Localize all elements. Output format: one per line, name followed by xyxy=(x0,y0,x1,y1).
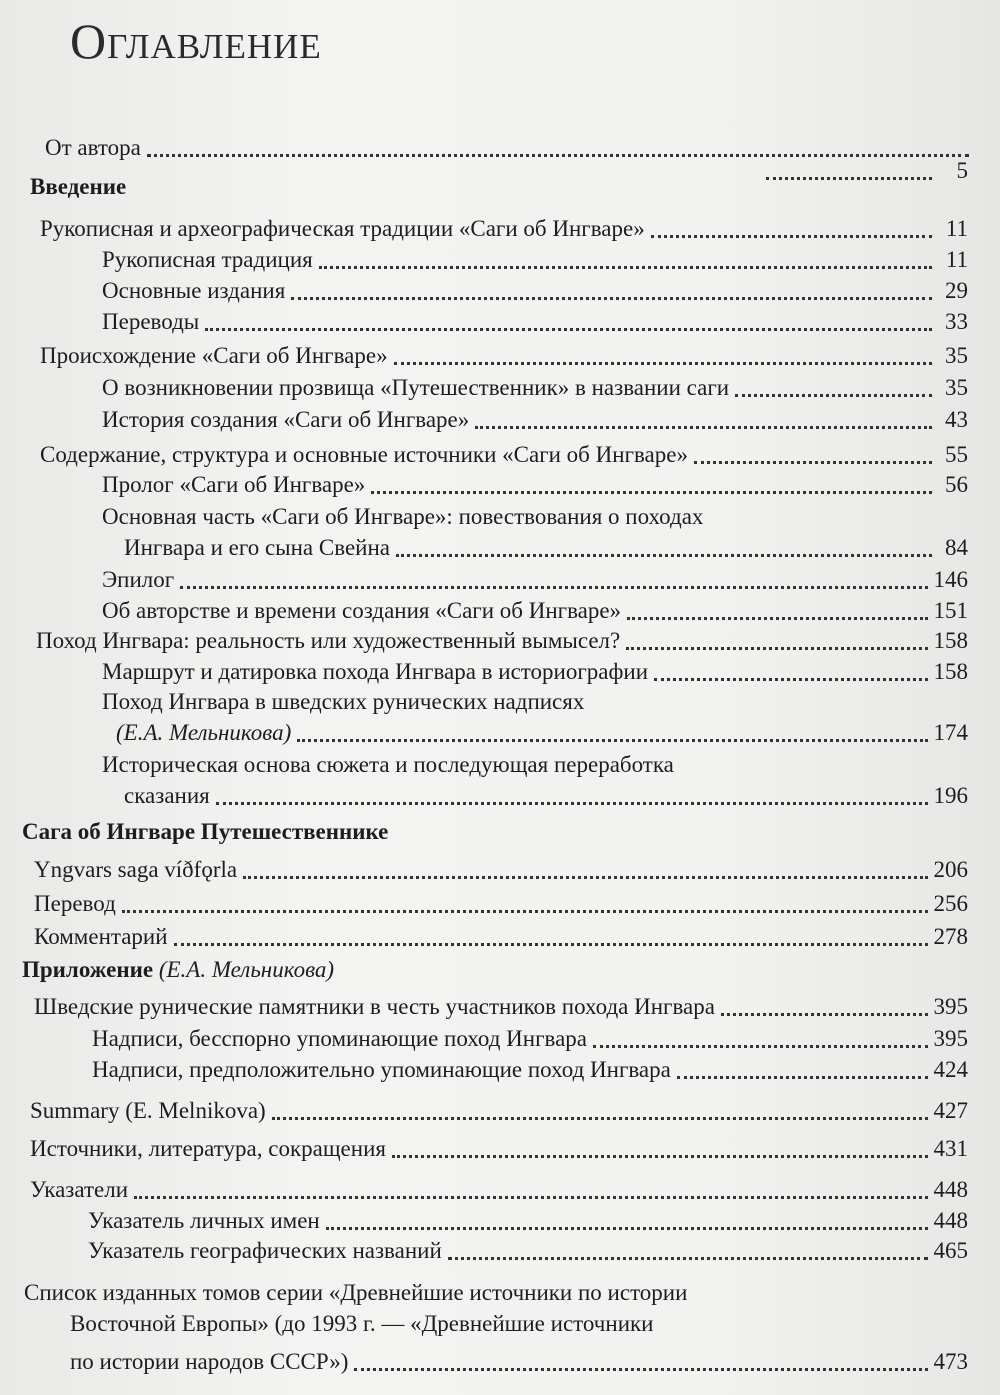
toc-entry-page: 84 xyxy=(945,535,968,560)
toc-entry-label: сказания xyxy=(124,783,210,808)
toc-entry-label: Перевод xyxy=(34,891,116,916)
toc-entry[interactable] xyxy=(92,1053,968,1085)
toc-entry[interactable] xyxy=(102,748,968,780)
toc-entry[interactable] xyxy=(34,990,968,1022)
toc-leader-dots xyxy=(122,902,928,913)
toc-entry[interactable] xyxy=(102,500,968,532)
toc-entry-label: Комментарий xyxy=(34,924,168,949)
section-heading-prilozhenie xyxy=(22,955,334,985)
toc-entry-label: О возникновении прозвища «Путешественник» в названии саги xyxy=(102,375,730,400)
toc-entry-label: Маршрут и датировка похода Ингвара в историографии xyxy=(102,659,649,684)
toc-entry-page: 11 xyxy=(945,216,968,241)
toc-entry[interactable] xyxy=(40,212,968,244)
toc-entry-page: 151 xyxy=(933,598,968,623)
toc-entry[interactable] xyxy=(102,371,968,403)
page-title: Оглавление xyxy=(70,13,322,69)
toc-entry[interactable] xyxy=(70,1307,968,1339)
toc-entry[interactable] xyxy=(88,1204,968,1236)
toc-entry-page: 424 xyxy=(933,1057,968,1082)
toc-leader-dots xyxy=(721,1005,928,1016)
toc-leader-dots xyxy=(396,546,932,557)
toc-leader-dots xyxy=(766,169,932,180)
toc-leader-dots xyxy=(448,1249,928,1260)
toc-entry-page: 427 xyxy=(933,1098,968,1123)
toc-entry-page: 473 xyxy=(933,1349,968,1374)
toc-leader-dots xyxy=(626,639,927,650)
toc-entry-page: 5 xyxy=(956,158,968,183)
section-heading-author: (Е.А. Мельникова) xyxy=(158,957,335,982)
toc-entry-page: 448 xyxy=(933,1208,968,1233)
toc-entry-page: 431 xyxy=(933,1136,968,1161)
toc-entry[interactable] xyxy=(30,1173,968,1205)
toc-entry[interactable] xyxy=(24,1276,968,1308)
toc-entry-page: 256 xyxy=(933,891,968,916)
toc-entry[interactable] xyxy=(70,1345,968,1377)
toc-leader-dots xyxy=(297,731,927,742)
toc-entry-label: Указатели xyxy=(30,1177,129,1202)
toc-leader-dots xyxy=(180,578,927,589)
toc-leader-dots xyxy=(677,1068,928,1079)
toc-leader-dots xyxy=(134,1188,927,1199)
toc-leader-dots xyxy=(216,794,928,805)
section-heading-vvedenie: Введение xyxy=(30,174,127,199)
toc-entry-label: Шведские рунические памятники в честь участников похода Ингвара xyxy=(34,994,715,1019)
toc-entry-label: Надписи, предположительно упоминающие поход Ингвара xyxy=(92,1057,671,1082)
toc-entry-page: 395 xyxy=(933,1026,968,1051)
toc-leader-dots xyxy=(291,289,932,300)
toc-entry[interactable] xyxy=(92,1022,968,1054)
toc-entry-page: 158 xyxy=(933,628,968,653)
toc-entry[interactable] xyxy=(102,274,968,306)
toc-entry-page: 35 xyxy=(945,375,968,400)
toc-leader-dots xyxy=(319,258,932,269)
toc-entry-label: От автора xyxy=(45,135,141,160)
toc-entry[interactable] xyxy=(124,531,968,563)
toc-entry-label: Об авторстве и времени создания «Саги об Ингваре» xyxy=(102,598,622,623)
toc-entry[interactable] xyxy=(40,438,968,470)
toc-leader-dots xyxy=(243,868,927,879)
toc-entry-label: Содержание, структура и основные источники «Саги об Ингваре» xyxy=(40,442,688,467)
toc-leader-dots xyxy=(475,418,932,429)
toc-leader-dots xyxy=(654,670,927,681)
toc-entry-label: Указатель географических названий xyxy=(88,1238,442,1263)
toc-entry-label: Рукописная традиция xyxy=(102,247,313,272)
toc-entry[interactable] xyxy=(102,563,968,595)
toc-entry-label: Восточной Европы» (до 1993 г. — «Древнейшие источники xyxy=(70,1311,654,1336)
toc-leader-dots xyxy=(394,354,932,365)
toc-entry-label: Переводы xyxy=(102,309,200,334)
toc-entry-page: 206 xyxy=(933,857,968,882)
toc-entry-page: 395 xyxy=(933,994,968,1019)
toc-entry-page: 174 xyxy=(933,720,968,745)
toc-entry-page: 278 xyxy=(933,924,968,949)
toc-entry[interactable] xyxy=(40,339,968,371)
toc-entry[interactable] xyxy=(102,305,968,337)
toc-entry-label: Пролог «Саги об Ингваре» xyxy=(102,472,366,497)
toc-entry-label: (Е.А. Мельникова) xyxy=(116,720,292,745)
toc-entry-page: 56 xyxy=(945,472,968,497)
toc-entry-page: 196 xyxy=(933,783,968,808)
toc-entry-page: 33 xyxy=(945,309,968,334)
toc-leader-dots xyxy=(272,1109,928,1120)
section-heading-label: Приложение xyxy=(22,957,154,982)
toc-entry[interactable] xyxy=(30,1094,968,1126)
toc-entry-label: Поход Ингвара в шведских рунических надписях xyxy=(102,689,585,714)
toc-entry-label: Происхождение «Саги об Ингваре» xyxy=(40,343,388,368)
toc-entry-page: 29 xyxy=(945,278,968,303)
toc-entry[interactable] xyxy=(116,716,968,748)
toc-leader-dots xyxy=(326,1219,928,1230)
toc-entry-page: 146 xyxy=(933,567,968,592)
toc-leader-dots xyxy=(392,1147,928,1158)
toc-entry[interactable] xyxy=(88,1234,968,1266)
toc-entry-label: Эпилог xyxy=(102,567,175,592)
toc-entry-label: Надписи, бесспорно упоминающие поход Ингвара xyxy=(92,1026,588,1051)
toc-leader-dots xyxy=(354,1360,927,1371)
toc-entry-label: Источники, литература, сокращения xyxy=(30,1136,386,1161)
toc-entry[interactable] xyxy=(102,685,968,717)
toc-entry[interactable] xyxy=(102,594,968,626)
toc-entry[interactable] xyxy=(102,655,968,687)
toc-entry-label: Указатель личных имен xyxy=(88,1208,320,1233)
toc-leader-dots xyxy=(694,453,932,464)
toc-leader-dots xyxy=(651,227,932,238)
toc-entry-label: Summary (E. Melnikova) xyxy=(30,1098,266,1123)
toc-entry[interactable] xyxy=(124,779,968,811)
toc-entry-label: Основная часть «Саги об Ингваре»: повествования о походах xyxy=(102,504,704,529)
toc-entry[interactable] xyxy=(102,468,968,500)
toc-leader-dots xyxy=(593,1037,927,1048)
toc-entry[interactable] xyxy=(34,853,968,885)
toc-entry-label: Ингвара и его сына Свейна xyxy=(124,535,390,560)
toc-entry-page: 11 xyxy=(945,247,968,272)
toc-leader-dots xyxy=(174,935,928,946)
toc-entry[interactable] xyxy=(34,887,968,919)
toc-entry-page: 43 xyxy=(945,407,968,432)
toc-entry-label: Список изданных томов серии «Древнейшие источники по истории xyxy=(24,1280,688,1305)
toc-entry-label: Историческая основа сюжета и последующая переработка xyxy=(102,752,674,777)
toc-entry[interactable] xyxy=(102,243,968,275)
toc-entry-label: по истории народов СССР») xyxy=(70,1349,349,1374)
toc-leader-dots xyxy=(205,320,932,331)
toc-leader-dots xyxy=(627,609,927,620)
toc-entry-page: 158 xyxy=(933,659,968,684)
toc-entry-label: Поход Ингвара: реальность или художественный вымысел? xyxy=(36,628,621,653)
section-heading-saga: Сага об Ингваре Путешественнике xyxy=(22,819,389,844)
toc-entry-label: Yngvars saga víðfǫrla xyxy=(34,857,238,882)
toc-entry[interactable] xyxy=(30,1132,968,1164)
toc-entry[interactable] xyxy=(760,154,968,186)
toc-leader-dots xyxy=(371,483,932,494)
toc-entry-page: 55 xyxy=(945,442,968,467)
toc-entry[interactable] xyxy=(102,403,968,435)
toc-entry[interactable] xyxy=(36,624,968,656)
toc-entry-page: 35 xyxy=(945,343,968,368)
toc-entry-label: История создания «Саги об Ингваре» xyxy=(102,407,470,432)
toc-leader-dots xyxy=(735,386,932,397)
toc-entry-page: 448 xyxy=(933,1177,968,1202)
toc-entry[interactable] xyxy=(34,920,968,952)
toc-entry-label: Основные издания xyxy=(102,278,286,303)
toc-entry-page: 465 xyxy=(933,1238,968,1263)
toc-entry-label: Рукописная и археографическая традиции «Саги об Ингваре» xyxy=(40,216,645,241)
